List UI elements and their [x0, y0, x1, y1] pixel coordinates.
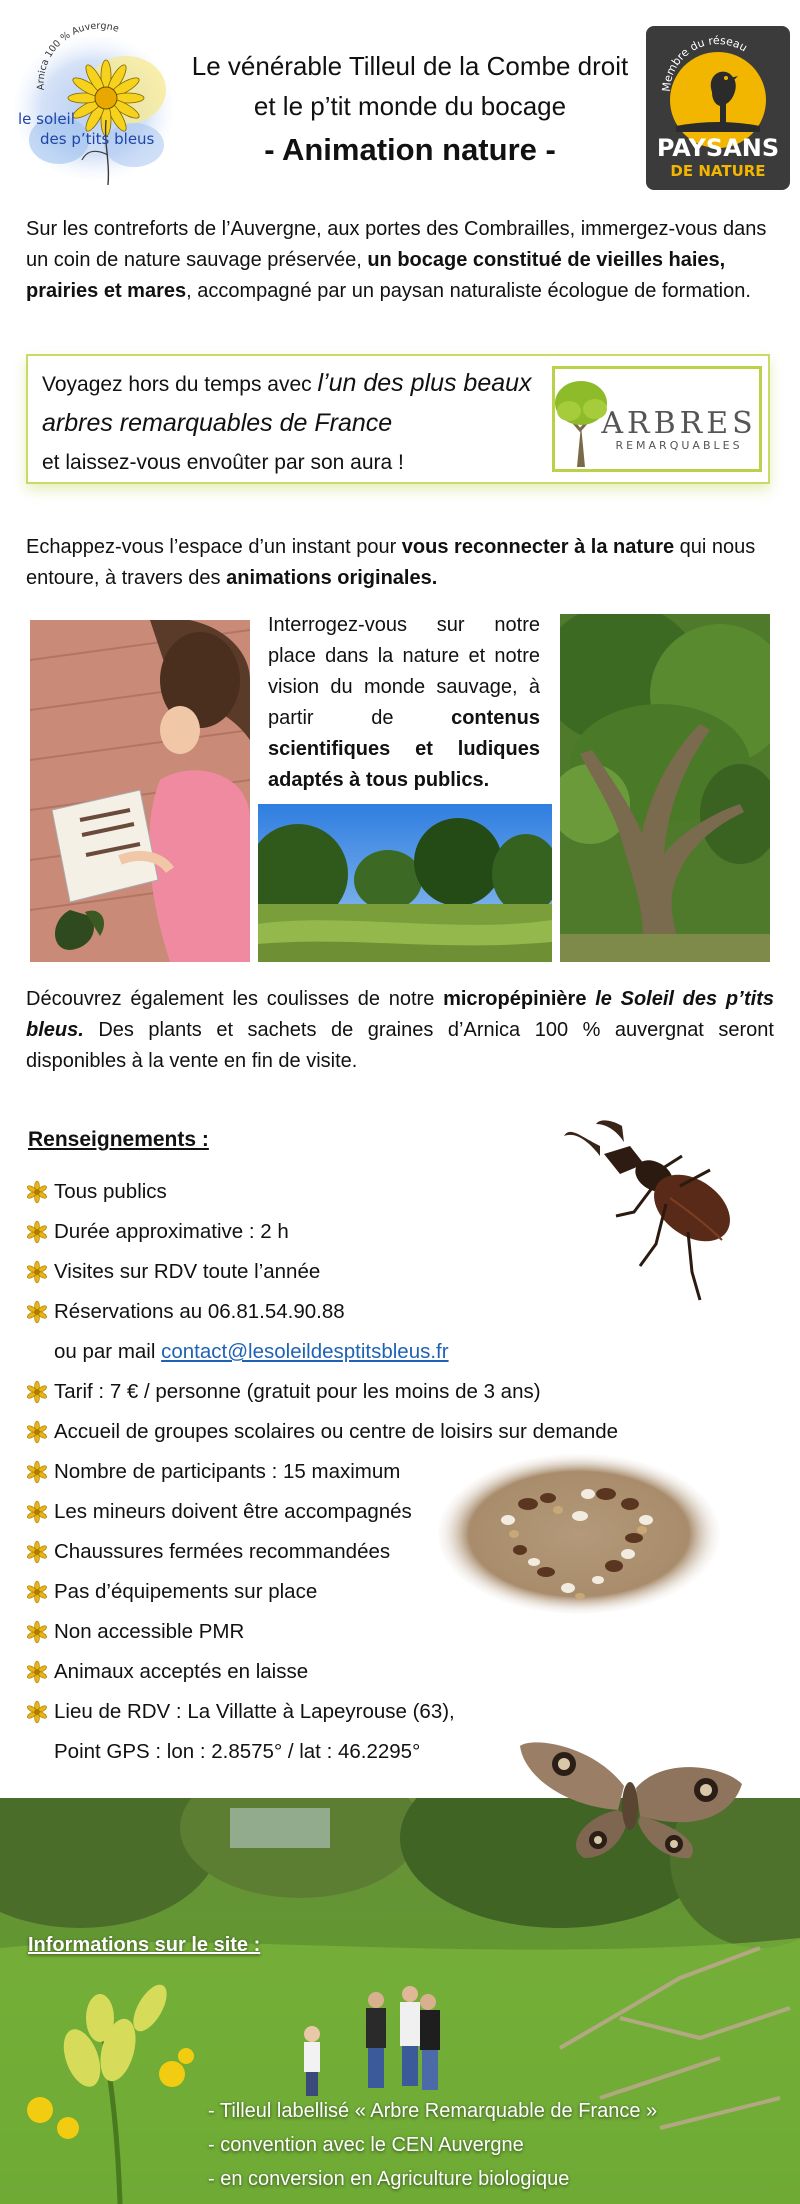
email-link[interactable]: contact@lesoleildesptitsbleus.fr	[161, 1340, 449, 1363]
gps-text: Point GPS : lon : 2.8575° / lat : 46.2295°	[54, 1740, 421, 1763]
arnica-flower-icon	[26, 1500, 54, 1524]
arnica-flower-icon	[26, 1580, 54, 1604]
photo-child-reading	[30, 620, 250, 962]
list-item-text: Accueil de groupes scolaires ou centre de loisirs sur demande	[54, 1420, 619, 1443]
escape-paragraph	[26, 532, 774, 594]
escape-bold-2: animations originales.	[226, 567, 438, 589]
question-text: Interrogez-vous sur notre place dans la nature et notre vision du monde sauvage, à partir de	[268, 614, 540, 729]
escape-text-2: qui nous entoure, à travers des	[26, 536, 756, 589]
paysans-logo-arc-text: Membre du réseau	[659, 33, 750, 93]
intro-bold: un bocage constitué de vieilles haies, prairies et mares	[26, 249, 726, 302]
moth-image	[514, 1736, 746, 1862]
page-title-animation: - Animation nature -	[264, 132, 556, 167]
question-paragraph	[268, 610, 540, 796]
list-item-text: Réservations au 06.81.54.90.88	[54, 1300, 345, 1323]
nursery-text-2: Des plants et sachets de graines d’Arnica 100 % auvergnat seront disponibles à la vente en fin de visite.	[26, 1019, 774, 1072]
question-paragraph-wrapper	[268, 610, 540, 790]
page-title-line1: Le vénérable Tilleul de la Combe droit	[191, 51, 629, 81]
list-item-text: Pas d’équipements sur place	[54, 1580, 318, 1603]
escape-bold-1: vous reconnecter à la nature	[401, 536, 675, 558]
info-heading: Renseignements :	[28, 1128, 209, 1151]
email-prefix: ou par mail	[54, 1340, 156, 1363]
arnica-flower-icon	[26, 1420, 54, 1444]
arnica-flower-icon	[26, 1180, 54, 1204]
nursery-text-1: Découvrez également les coulisses de notre	[26, 988, 444, 1010]
paysans-logo-line1: PAYSANS	[656, 134, 780, 162]
soleil-logo-line1: le soleil	[18, 110, 75, 128]
stag-beetle-image	[560, 1116, 760, 1312]
feature-emphasis-1: l’un des plus beaux	[317, 369, 532, 397]
footer-list	[208, 2094, 657, 2196]
nursery-paragraph	[26, 984, 774, 1077]
arnica-flower-icon	[26, 1300, 54, 1324]
list-item-text: Les mineurs doivent être accompagnés	[54, 1500, 412, 1523]
photo-meadow-trees	[258, 804, 552, 962]
question-bold: contenus scientifiques et ludiques adaptés à tous publics.	[268, 707, 540, 791]
shell-heart-image	[438, 1454, 720, 1614]
list-item	[26, 1372, 676, 1412]
paysans-de-nature-logo	[646, 26, 790, 190]
list-item-text: Lieu de RDV : La Villatte à Lapeyrouse (63),	[54, 1700, 455, 1723]
feature-emphasis-2: arbres remarquables de France	[42, 409, 393, 437]
list-item-text: Durée approximative : 2 h	[54, 1220, 289, 1243]
escape-text-1: Echappez-vous l’espace d’un instant pour	[26, 536, 402, 558]
arnica-flower-icon	[26, 1700, 54, 1724]
arnica-flower-icon	[26, 1620, 54, 1644]
list-item-text: Tous publics	[54, 1180, 167, 1203]
footer-list-item: - Tilleul labellisé « Arbre Remarquable de France »	[208, 2100, 658, 2122]
footer-heading: Informations sur le site :	[28, 1934, 261, 1956]
arbres-logo-line1: ARBRES	[601, 406, 757, 441]
feature-suffix: et laissez-vous envoûter par son aura !	[42, 451, 404, 474]
soleil-logo	[14, 20, 174, 190]
paysans-logo-line2: DE NATURE	[670, 162, 766, 180]
nursery-bold: micropépinière	[443, 988, 596, 1010]
arnica-flower-icon	[26, 1460, 54, 1484]
intro-paragraph	[26, 214, 774, 307]
arnica-flower-icon	[26, 1260, 54, 1284]
arnica-flower-icon	[26, 1660, 54, 1684]
list-item	[26, 1652, 676, 1692]
list-item-text: Chaussures fermées recommandées	[54, 1540, 391, 1563]
remarkable-tree-box	[26, 354, 770, 484]
footer-list-item: - en conversion en Agriculture biologique	[208, 2168, 570, 2190]
footer-list-item: - convention avec le CEN Auvergne	[208, 2134, 524, 2156]
nursery-bold-italic: le Soleil des p’tits bleus.	[26, 988, 775, 1041]
soleil-logo-line2: des p’tits bleus	[40, 130, 155, 148]
list-item-text: Visites sur RDV toute l’année	[54, 1260, 321, 1283]
list-item	[26, 1612, 676, 1652]
list-item-text: Tarif : 7 € / personne (gratuit pour les moins de 3 ans)	[54, 1380, 541, 1403]
page-title-line2: et le p’tit monde du bocage	[253, 91, 567, 121]
soleil-logo-arc-text: Arnica 100 % Auvergne	[35, 20, 121, 91]
list-item	[26, 1692, 676, 1732]
photo-linden-tree	[560, 614, 770, 962]
feature-prefix: Voyagez hors du temps avec	[42, 373, 318, 396]
intro-text-end: , accompagné par un paysan naturaliste écologue de formation.	[186, 280, 751, 302]
arnica-flower-icon	[26, 1540, 54, 1564]
arnica-flower-icon	[26, 1220, 54, 1244]
list-item	[26, 1412, 676, 1452]
list-item-text: Non accessible PMR	[54, 1620, 245, 1643]
list-item-text: Animaux acceptés en laisse	[54, 1660, 309, 1683]
arbres-remarquables-logo	[552, 366, 762, 472]
arnica-flower-icon	[26, 1380, 54, 1404]
list-item-text: Nombre de participants : 15 maximum	[54, 1460, 401, 1483]
arbres-logo-line2: REMARQUABLES	[615, 439, 743, 452]
remarkable-tree-text	[42, 364, 562, 482]
page-title-block	[170, 46, 650, 174]
intro-text: Sur les contreforts de l’Auvergne, aux portes des Combrailles, immergez-vous dans un coin de nature sauvage préservée,	[26, 218, 767, 271]
list-item-email	[26, 1332, 676, 1372]
